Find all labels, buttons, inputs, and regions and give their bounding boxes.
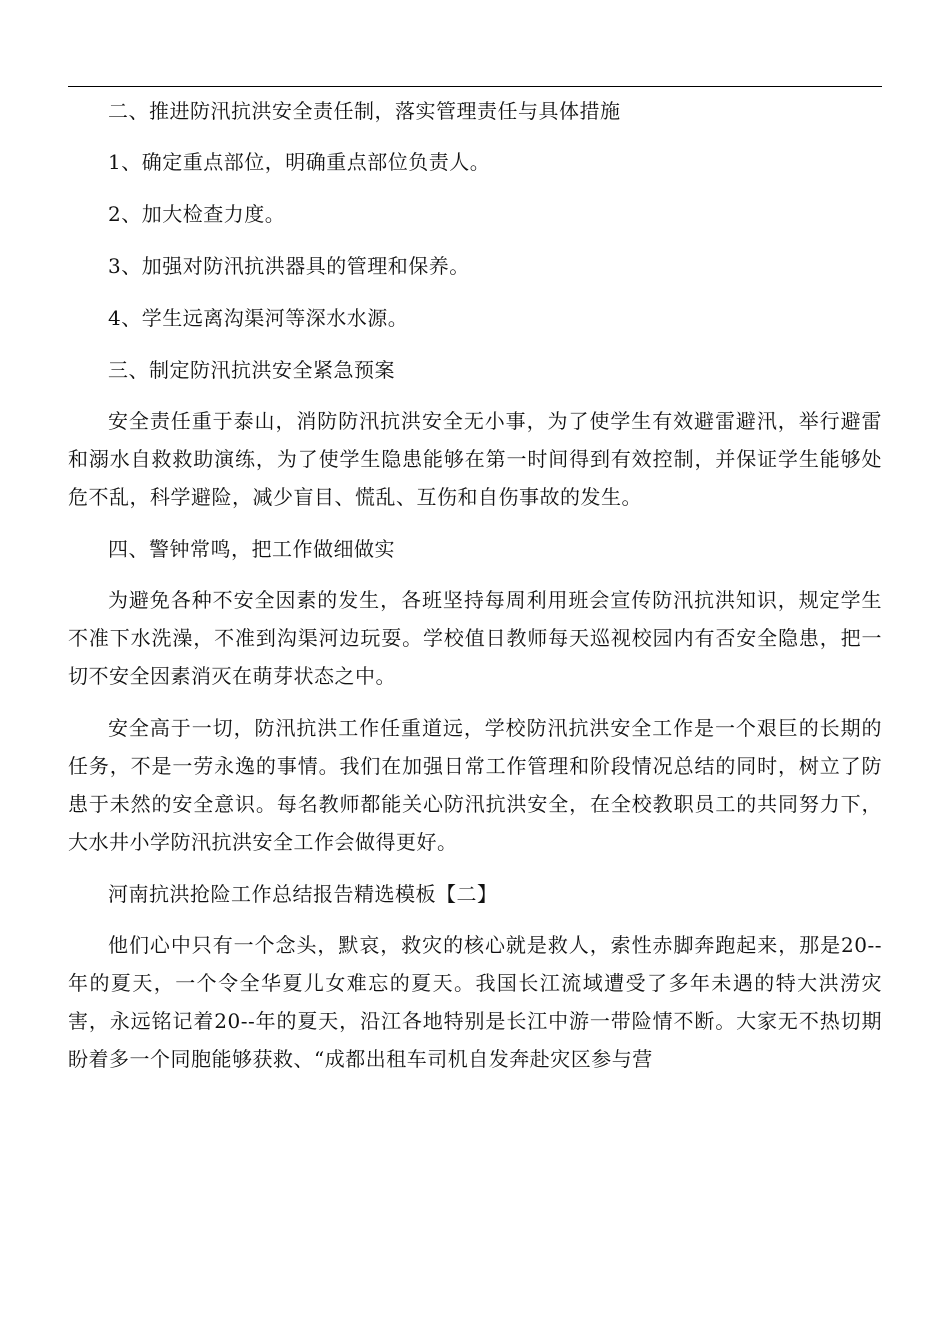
header-rule <box>68 86 882 87</box>
list-item-2: 2、加大检查力度。 <box>108 202 286 226</box>
section-heading-3: 三、制定防汛抗洪安全紧急预案 <box>108 358 395 382</box>
paragraph-template-2-body: 他们心中只有一个念头，默哀，救灾的核心就是救人，索性赤脚奔跑起来，那是20--年的夏天，一个令全华夏儿女难忘的夏天。我国长江流域遭受了多年未遇的特大洪涝灾害，永远铭记着20--年的夏天，沿江各地特别是长江中游一带险情不断。大家无不热切期盼着多一个同胞能够获救、“成都出租车司机自发奔赴灾区参与营 <box>68 933 882 1071</box>
list-item-1: 1、确定重点部位，明确重点部位负责人。 <box>108 150 491 174</box>
list-item-4: 4、学生远离沟渠河等深水水源。 <box>108 306 409 330</box>
paragraph-emergency-plan: 安全责任重于泰山，消防防汛抗洪安全无小事，为了使学生有效避雷避汛，举行避雷和溺水自救救助演练，为了使学生隐患能够在第一时间得到有效控制，并保证学生能够处危不乱，科学避险，减少盲目、慌乱、互伤和自伤事故的发生。 <box>68 409 882 509</box>
list-item-3: 3、加强对防汛抗洪器具的管理和保养。 <box>108 254 470 278</box>
template-title-2: 河南抗洪抢险工作总结报告精选模板【二】 <box>108 882 498 906</box>
paragraph-safety-measures: 为避免各种不安全因素的发生，各班坚持每周利用班会宣传防汛抗洪知识，规定学生不准下水洗澡，不准到沟渠河边玩耍。学校值日教师每天巡视校园内有否安全隐患，把一切不安全因素消灭在萌芽状态之中。 <box>68 588 882 688</box>
section-heading-2: 二、推进防汛抗洪安全责任制，落实管理责任与具体措施 <box>108 99 621 123</box>
paragraph-conclusion: 安全高于一切，防汛抗洪工作任重道远，学校防汛抗洪安全工作是一个艰巨的长期的任务，不是一劳永逸的事情。我们在加强日常工作管理和阶段情况总结的同时，树立了防患于未然的安全意识。每名教师都能关心防汛抗洪安全，在全校教职员工的共同努力下，大水井小学防汛抗洪安全工作会做得更好。 <box>68 716 882 854</box>
document-body <box>68 92 882 1092</box>
section-heading-4: 四、警钟常鸣，把工作做细做实 <box>108 537 395 561</box>
